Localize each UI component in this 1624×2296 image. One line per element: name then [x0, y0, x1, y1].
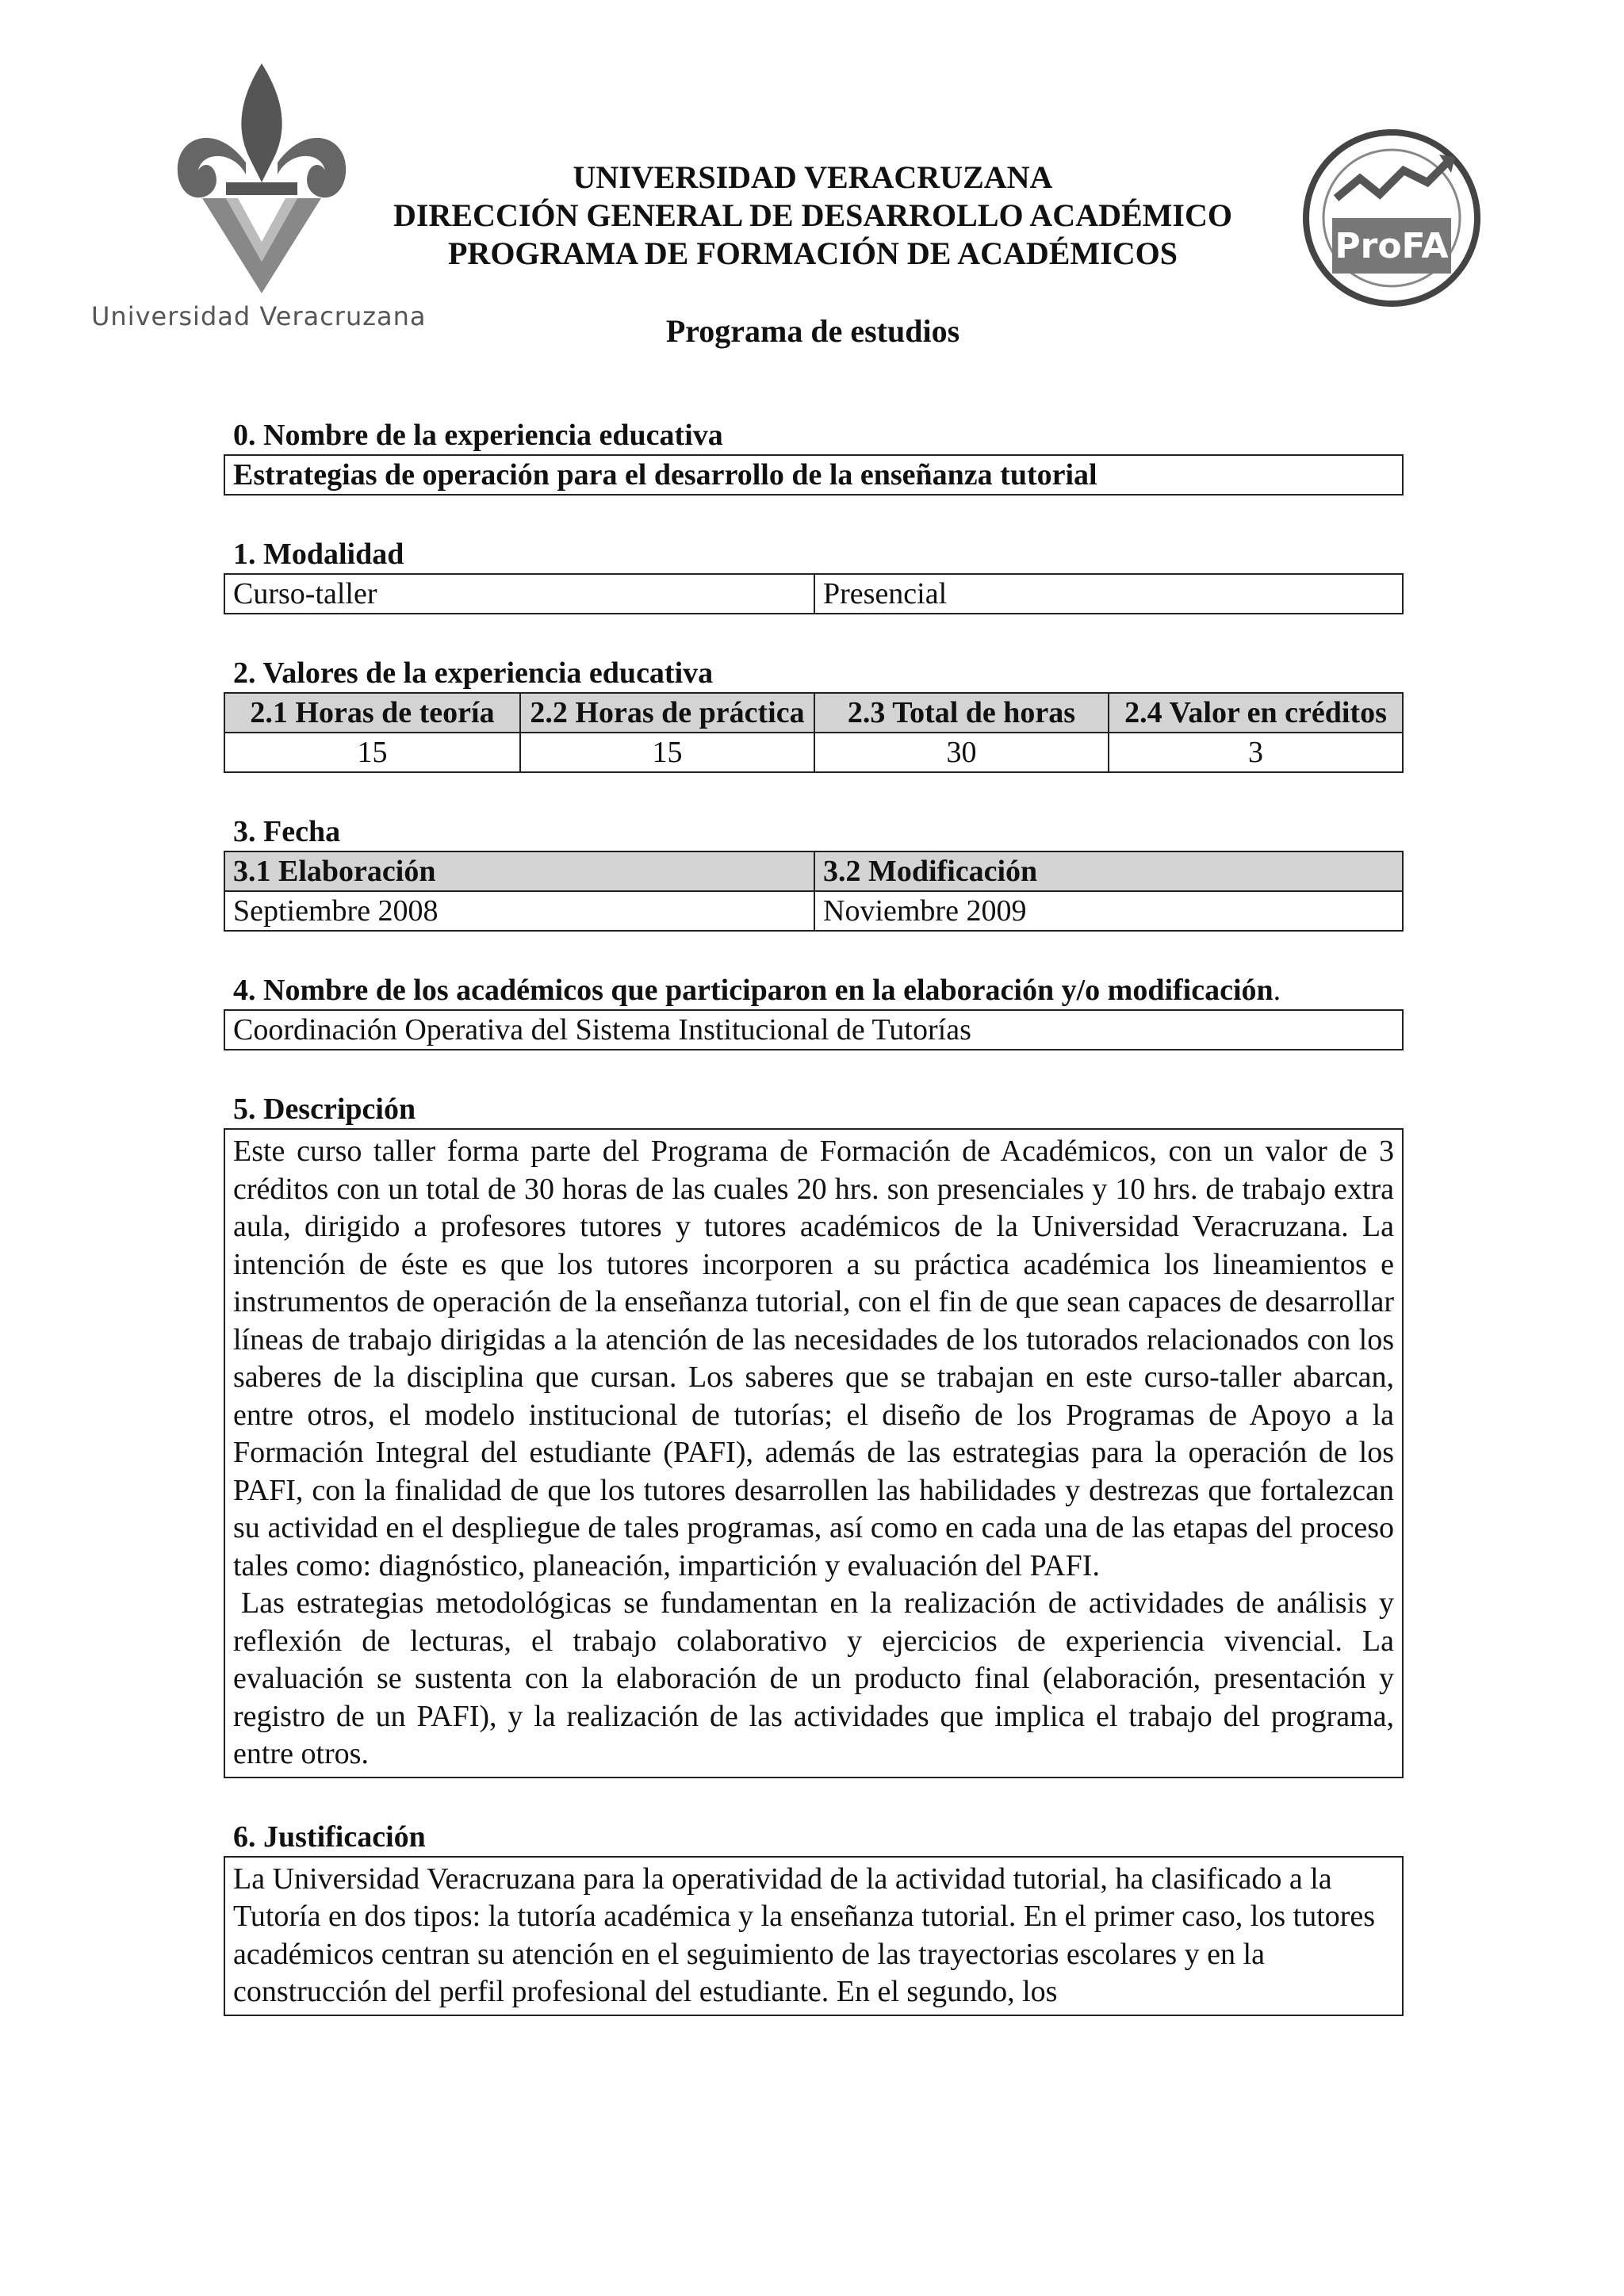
section-5-title: 5. Descripción	[233, 1093, 416, 1126]
section-6-title: 6. Justificación	[233, 1820, 426, 1854]
header-cell: 2.1 Horas de teoría	[250, 696, 495, 729]
header-line-3: PROGRAMA DE FORMACIÓN DE ACADÉMICOS	[448, 235, 1178, 271]
section-4-title: 4. Nombre de los académicos que participaron en la elaboración y/o modificación.	[233, 974, 1281, 1007]
table-header-row	[225, 852, 1402, 890]
header-line-2: DIRECCIÓN GENERAL DE DESARROLLO ACADÉMICO	[393, 197, 1232, 233]
logo-caption: Universidad Veracruzana	[91, 301, 427, 331]
table-cell: 15	[519, 733, 814, 771]
description-paragraph-1: Este curso taller forma parte del Programa de Formación de Académicos, con un valor de 3 créditos con un total de 30 horas de las cuales 20 hrs. son presenciales y 10 hrs. de trabajo extra aula, dirigido a profesores tutores y tutores académicos de la Universidad Veracruzana. La intención de éste es que los tutores incorporen a su práctica académica los lineamientos e instrumentos de operación de la enseñanza tutorial, con el fin de que sean capaces de desarrollar líneas de trabajo dirigidas a la atención de las necesidades de los tutorados relacionados con los saberes de la disciplina que cursan. Los saberes que se trabajan en este curso-taller abarcan, entre otros, el modelo institucional de tutorías; el diseño de los Programas de Apoyo a la Formación Integral del estudiante (PAFI), además de las estrategias para la operación de los PAFI, con la finalidad de que los tutores desarrollen las habilidades y destrezas que fortalezcan su actividad en el despliegue de tales programas, así como en cada una de las etapas del proceso tales como: diagnóstico, planeación, impartición y evaluación del PAFI.	[233, 1135, 1394, 1582]
section-6-box	[224, 1856, 1404, 2016]
section-5-box	[224, 1128, 1404, 1778]
table-cell: Noviembre 2009	[814, 892, 1402, 930]
table-cell: 30	[814, 733, 1108, 771]
header-cell: 2.2 Horas de práctica	[519, 694, 814, 732]
section-3-title: 3. Fecha	[233, 815, 341, 848]
document-header	[341, 159, 1285, 350]
header-cell: 3.2 Modificación	[814, 852, 1402, 890]
section-1-table	[224, 573, 1404, 614]
description-paragraph-2: Las estrategias metodológicas se fundamentan en la realización de actividades de análisis y reflexión de lecturas, el trabajo colaborativo y ejercicios de experiencia vivencial. La evaluación se sustenta con la elaboración de un producto final (elaboración, presentación y registro de un PAFI), y la realización de las actividades que implica el trabajo del programa, entre otros.	[233, 1586, 1394, 1770]
table-cell: 3	[1108, 733, 1402, 771]
fleur-de-lis-icon	[167, 63, 357, 293]
header-subtitle: Programa de estudios	[665, 313, 960, 349]
section-1-title: 1. Modalidad	[233, 538, 404, 571]
section-0-box	[224, 454, 1404, 496]
modality-type: Curso-taller	[233, 577, 377, 610]
profa-text: ProFA	[1335, 226, 1449, 266]
header-cell: 2.4 Valor en créditos	[1108, 694, 1402, 732]
header-cell: 2.3 Total de horas	[814, 694, 1108, 732]
table-row	[225, 732, 1402, 771]
table-header-row	[225, 694, 1402, 732]
profa-logo	[1300, 127, 1483, 309]
section-4-box	[224, 1009, 1404, 1050]
document-content	[224, 416, 1404, 2016]
section-3-table	[224, 851, 1404, 932]
profa-seal-icon	[1300, 127, 1483, 309]
table-cell: 15	[357, 736, 388, 769]
table-cell: Septiembre 2008	[233, 894, 439, 928]
justification-paragraph-1: La Universidad Veracruzana para la operatividad de la actividad tutorial, ha clasificado a la Tutoría en dos tipos: la tutoría académica y la enseñanza tutorial. En el primer caso, los tutores académicos centran su atención en el seguimiento de las trayectorias escolares y en la construcción del perfil profesional del estudiante. En el segundo, los	[233, 1862, 1376, 2008]
section-2-title: 2. Valores de la experiencia educativa	[233, 656, 714, 690]
header-line-1: UNIVERSIDAD VERACRUZANA	[573, 159, 1053, 195]
section-2-table	[224, 692, 1404, 773]
experience-name: Estrategias de operación para el desarrollo de la enseñanza tutorial	[233, 458, 1097, 492]
academics-names: Coordinación Operativa del Sistema Institucional de Tutorías	[233, 1013, 971, 1047]
header-cell: 3.1 Elaboración	[233, 855, 436, 888]
section-0-title: 0. Nombre de la experiencia educativa	[233, 419, 723, 452]
modality-mode: Presencial	[814, 575, 1402, 613]
table-row	[225, 890, 1402, 930]
